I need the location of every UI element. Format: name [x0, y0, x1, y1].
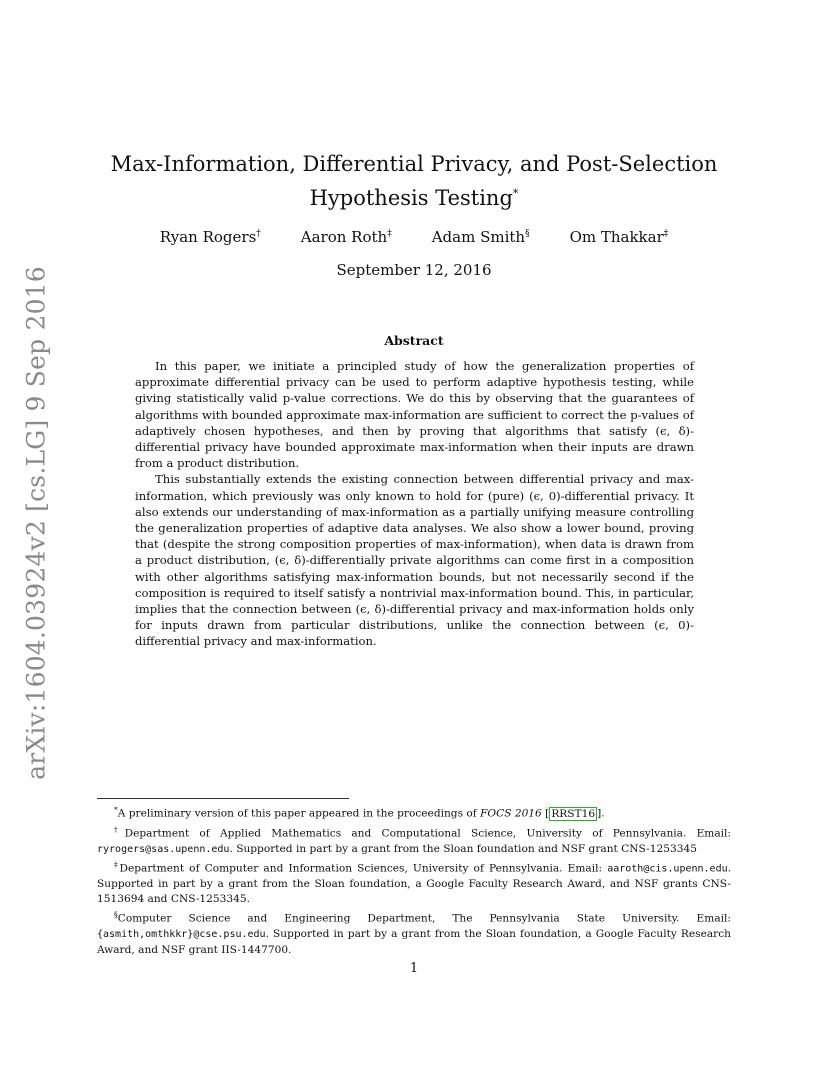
paper-date: September 12, 2016 — [336, 261, 492, 279]
abstract-body — [135, 358, 694, 650]
author — [432, 228, 530, 246]
author-mark: § — [525, 229, 530, 239]
footnote-roth-thakkar — [97, 857, 731, 907]
email-address[interactable]: ryrogers@sas.upenn.edu — [97, 843, 230, 855]
author-name: Ryan Rogers — [159, 228, 257, 246]
title-line-2-text: Hypothesis Testing — [309, 186, 513, 210]
abstract-paragraph-1: In this paper, we initiate a principled study of how the generalization properties of approximate differential privacy can be used to perform adaptive hypothesis testing, while giving statistically valid p-value corrections. We do this by observing that the guarantees of algorithms with bounded approximate max-information are sufficient to correct the p-values of adaptively chosen hypotheses, and then by proving that algorithms that satisfy (ϵ, δ)-differential privacy have bounded approximate max-information when their inputs are drawn from a product distribution. — [135, 359, 694, 471]
title-line-2 — [97, 179, 731, 213]
footnote-preliminary: *A preliminary version of this paper appeared in the proceedings of FOCS 2016 [ RRST16 ]. — [114, 805, 605, 820]
email-address[interactable]: {asmith,omthkkr}@cse.psu.edu — [97, 929, 266, 941]
page-number: 1 — [409, 961, 419, 976]
author-name: Om Thakkar — [569, 228, 664, 246]
arxiv-stamp-text: arXiv:1604.03924v2 [cs.LG] 9 Sep 2016 — [21, 265, 51, 780]
footnote-text-end: . Supported in part by a grant from the Sloan foundation, a Google Faculty Research Award, and NSF grant IIS-1447700. — [97, 928, 731, 956]
venue-name: FOCS 2016 — [480, 807, 542, 820]
footnote-text-end: . — [601, 807, 605, 820]
abstract-paragraph-2: This substantially extends the existing connection between differential privacy and max-information, which previously was only known to hold for (pure) (ϵ, 0)-differential privacy. It also extends our understanding of max-information as a partially unifying measure controlling the generalization properties of adaptive data analyses. We also show a lower bound, proving that (despite the strong composition properties of max-information), when data is drawn from a product distribution, (ϵ, δ)-differentially private algorithms can come first in a composition with other algorithms satisfying max-information bounds, but not necessarily second if the composition is required to itself satisfy a nontrivial max-information bound. This, in particular, implies that the connection between (ϵ, δ)-differential privacy and max-information holds only for inputs drawn from particular distributions, unlike the connection between (ϵ, 0)-differential privacy and max-information. — [135, 472, 694, 649]
footnote-mark: * — [114, 805, 118, 814]
author-mark: † — [256, 229, 261, 239]
footnote-text: Computer Science and Engineering Department, The Pennsylvania State University. Email: — [117, 912, 731, 925]
footnote-text-end: . Supported in part by a grant from the Sloan foundation, a Google Faculty Research Award, and NSF grants CNS-1513694 and CNS-1253345. — [97, 862, 731, 906]
author — [570, 228, 669, 246]
footnote-text: Department of Applied Mathematics and Computational Science, University of Pennsylvania. Email: — [124, 827, 732, 840]
author-list — [97, 228, 731, 246]
footnote-smith — [97, 907, 731, 957]
abstract-heading: Abstract — [384, 333, 444, 348]
title-footnote-mark: * — [512, 187, 519, 200]
author-name: Aaron Roth — [300, 228, 388, 246]
footnote-mark: § — [114, 910, 118, 920]
footnote-rule — [97, 798, 349, 799]
title-line-1: Max-Information, Differential Privacy, and Post-Selection — [110, 152, 718, 176]
footnote-mark: ‡ — [114, 859, 120, 869]
author-mark: ‡ — [663, 229, 669, 239]
paper-title — [97, 150, 731, 213]
footnote-text-end: . Supported in part by a grant from the Sloan foundation and NSF grant CNS-1253345 — [229, 842, 697, 855]
footnote-text: A preliminary version of this paper appeared in the proceedings of — [117, 807, 481, 820]
footnote-text: Department of Computer and Information Sciences, University of Pennsylvania. Email: — [119, 862, 608, 875]
citation-link[interactable]: RRST16 — [551, 807, 596, 820]
footnote-rogers — [97, 822, 731, 857]
footnotes — [97, 802, 731, 958]
footnote-mark: † — [114, 824, 125, 834]
author — [301, 228, 392, 246]
arxiv-stamp — [15, 265, 57, 780]
author-name: Adam Smith — [431, 228, 526, 246]
author-mark: ‡ — [387, 229, 392, 239]
email-address[interactable]: aaroth@cis.upenn.edu — [607, 863, 728, 875]
author — [160, 228, 261, 246]
